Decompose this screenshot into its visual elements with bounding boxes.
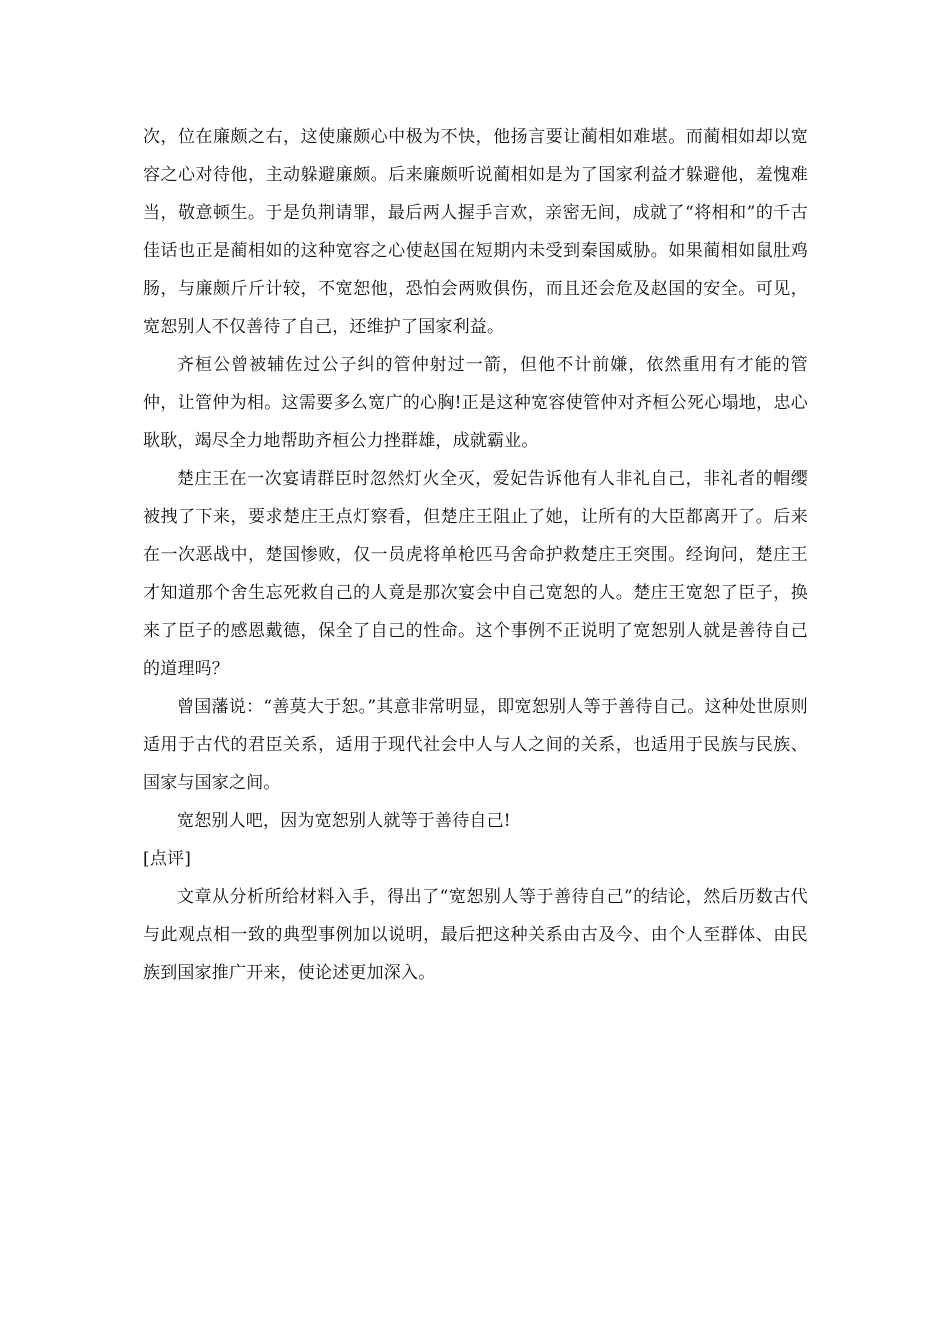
- paragraph-qi-huangong: 齐桓公曾被辅佐过公子纠的管仲射过一箭，但他不计前嫌，依然重用有才能的管仲，让管仲为相。这需要多么宽广的心胸!正是这种宽容使管仲对齐桓公死心塌地，忠心耿耿，竭尽全力地帮助齐桓公力挫群雄，成就霸业。: [143, 355, 808, 451]
- document-body: [143, 118, 808, 992]
- paragraph-zeng-guofan: 曾国藩说：“善莫大于恕。”其意非常明显，即宽恕别人等于善待自己。这种处世原则适用于古代的君臣关系，适用于现代社会中人与人之间的关系，也适用于民族与民族、国家与国家之间。: [143, 697, 808, 793]
- paragraph-continuation: 次，位在廉颇之右，这使廉颇心中极为不快，他扬言要让蔺相如难堪。而蔺相如却以宽容之心对待他，主动躲避廉颇。后来廉颇听说蔺相如是为了国家利益才躲避他，羞愧难当，敬意顿生。于是负荆请罪，最后两人握手言欢，亲密无间，成就了“将相和”的千古佳话也正是蔺相如的这种宽容之心使赵国在短期内未受到秦国威胁。如果蔺相如鼠肚鸡肠，与廉颇斤斤计较，不宽恕他，恐怕会两败俱伤，而且还会危及赵国的安全。可见，宽恕别人不仅善待了自己，还维护了国家利益。: [143, 127, 808, 337]
- comment-text: 文章从分析所给材料入手，得出了“宽恕别人等于善待自己”的结论，然后历数古代与此观点相一致的典型事例加以说明，最后把这种关系由古及今、由个人至群体、由民族到国家推广开来，使论述更加深入。: [143, 887, 808, 983]
- paragraph-chu-zhuangwang: 楚庄王在一次宴请群臣时忽然灯火全灭，爱妃告诉他有人非礼自己，非礼者的帽缨被拽了下来，要求楚庄王点灯察看，但楚庄王阻止了她，让所有的大臣都离开了。后来在一次恶战中，楚国惨败，仅一员虎将单枪匹马舍命护救楚庄王突围。经询问，楚庄王才知道那个舍生忘死救自己的人竟是那次宴会中自己宽恕的人。楚庄王宽恕了臣子，换来了臣子的感恩戴德，保全了自己的性命。这个事例不正说明了宽恕别人就是善待自己的道理吗？: [143, 469, 808, 679]
- paragraph-conclusion: 宽恕别人吧，因为宽恕别人就等于善待自己!: [177, 811, 511, 831]
- comment-label: [点评]: [143, 849, 192, 869]
